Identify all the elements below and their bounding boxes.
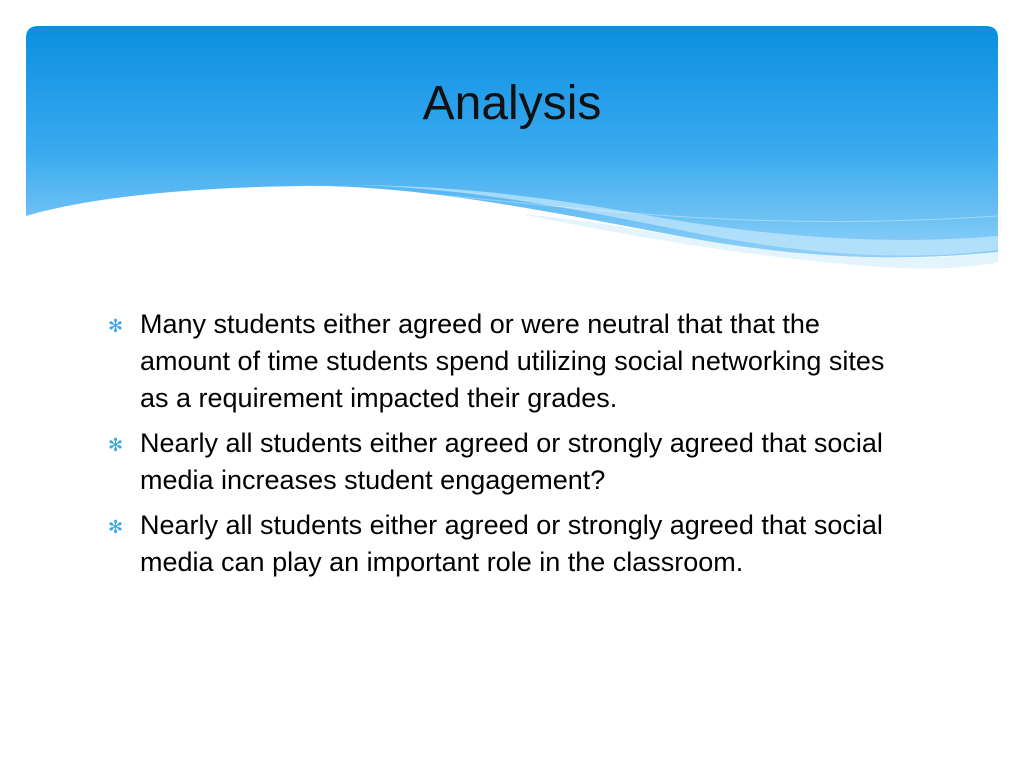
bullet-text: Many students either agreed or were neutral that that the amount of time students spend utilizing social networking sites as a requirement impacted their grades. <box>140 309 885 413</box>
bullet-text: Nearly all students either agreed or strongly agreed that social media increases student engagement? <box>140 428 883 495</box>
slide-title: Analysis <box>422 77 602 130</box>
asterisk-bullet-icon: ✻ <box>108 517 124 537</box>
header-sky-shape <box>26 26 998 257</box>
bullet-item <box>108 507 908 581</box>
bullet-item <box>108 425 908 499</box>
bullet-list <box>108 306 908 589</box>
header-wave-banner <box>0 0 1024 300</box>
asterisk-bullet-icon: ✻ <box>108 316 124 336</box>
bullet-item <box>108 306 908 417</box>
asterisk-bullet-icon: ✻ <box>108 435 124 455</box>
bullet-text: Nearly all students either agreed or strongly agreed that social media can play an important role in the classroom. <box>140 510 883 577</box>
